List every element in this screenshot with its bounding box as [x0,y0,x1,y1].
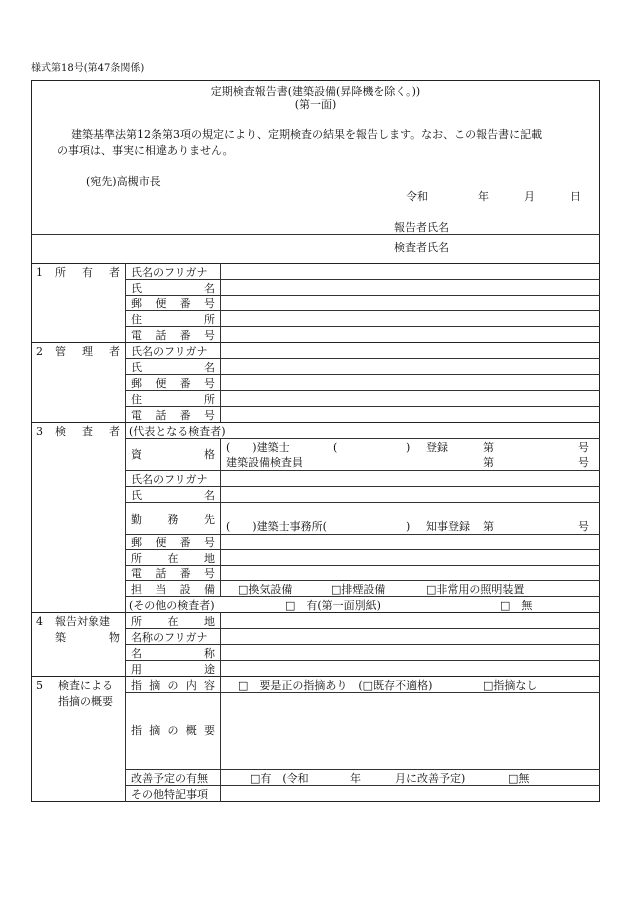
improvement-plan-yes-checkbox[interactable]: □有 (令和 [250,772,309,785]
inspector-kana-label: 氏名のフリガナ [131,473,208,486]
qual-no-2: 第 [483,456,494,469]
office-firm: ( )建築士事務所( [226,520,327,533]
date-era: 令和 [406,190,428,203]
findings-none-checkbox[interactable]: □指摘なし [483,679,538,692]
qualification-label: 資 格 [131,448,215,461]
divider [31,234,600,235]
inspector-name-label: 検査者氏名 [394,241,449,254]
representative-inspector-label: (代表となる検査者) [129,425,226,438]
equip-ventilation-checkbox[interactable]: □換気設備 [238,583,293,596]
equip-lighting-checkbox[interactable]: □非常用の照明装置 [426,583,525,596]
manager-section-number: 2 [36,345,43,358]
intro-line-1: 建築基準法第12条第3項の規定により、定期検査の結果を報告します。なお、この報告書に記載 [71,128,543,141]
building-use-label: 用 途 [131,663,215,676]
qual-equipment-inspector: 建築設備検査員 [226,456,303,469]
manager-postal-label: 郵 便 番 号 [131,377,215,390]
owner-name-label: 氏 名 [131,282,215,295]
qual-paren-close: ) [406,441,411,454]
inspector-section-number: 3 [36,425,43,438]
office-no: 第 [483,520,494,533]
manager-phone-label: 電 話 番 号 [131,409,215,422]
findings-needs-fix-checkbox[interactable]: □ 要是正の指摘あり (□既存不適格) [238,679,433,692]
office-register: 知事登録 [426,520,470,533]
date-month: 月 [524,190,535,203]
improvement-plan-label: 改善予定の有無 [131,772,208,785]
qual-go: 号 [578,441,589,454]
addressee: (宛先)高槻市長 [86,175,161,188]
inspector-section-title: 検 査 者 [55,425,120,438]
building-name-label: 名 称 [131,647,215,660]
owner-postal-label: 郵 便 番 号 [131,297,215,310]
equipment-label: 担 当 設 備 [131,583,215,596]
owner-kana-label: 氏名のフリガナ [131,266,208,279]
qual-paren-open: ( [333,441,338,454]
findings-section-title-2: 指摘の概要 [58,695,113,708]
other-inspectors-yes-checkbox[interactable]: □ 有(第一面別紙) [285,599,381,612]
findings-summary-label: 指 摘 の 概 要 [131,724,215,737]
inspector-location-label: 所 在 地 [131,552,215,565]
other-inspectors-label: (その他の検査者) [129,599,215,612]
date-year: 年 [478,190,489,203]
office-label: 勤 務 先 [131,513,215,526]
form-title: 定期検査報告書(建築設備(昇降機を除く。)) [210,85,421,98]
manager-address-label: 住 所 [131,393,215,406]
form-number: 様式第18号(第47条関係) [31,63,145,74]
owner-section-number: 1 [36,266,43,279]
building-section-title-2: 築 物 [55,631,120,644]
manager-kana-label: 氏名のフリガナ [131,345,208,358]
other-remarks-label: その他特記事項 [131,788,208,801]
qual-go-2: 号 [578,456,589,469]
inspector-name-row-label: 氏 名 [131,489,215,502]
qual-register: 登録 [426,441,448,454]
owner-section-title: 所 有 者 [55,266,120,279]
building-location-label: 所 在 地 [131,615,215,628]
building-section-number: 4 [36,615,43,628]
inspector-phone-label: 電 話 番 号 [131,567,215,580]
qual-architect: ( )建築士 [226,441,290,454]
improvement-plan-no-checkbox[interactable]: □無 [508,772,530,785]
office-go: 号 [578,520,589,533]
office-paren-close: ) [406,520,411,533]
building-section-title-1: 報告対象建 [55,615,110,628]
findings-content-label: 指 摘 の 内 容 [131,679,215,692]
building-kana-label: 名称のフリガナ [131,631,208,644]
findings-section-title-1: 検査による [58,679,113,692]
findings-summary-field[interactable] [222,694,598,768]
equip-smoke-checkbox[interactable]: □排煙設備 [331,583,386,596]
intro-line-2: の事項は、事実に相違ありません。 [57,144,234,157]
improvement-plan-month: 月に改善予定) [395,772,466,785]
improvement-plan-year: 年 [350,772,361,785]
other-inspectors-no-checkbox[interactable]: □ 無 [500,599,533,612]
findings-section-number: 5 [36,679,43,692]
qual-no: 第 [483,441,494,454]
inspector-postal-label: 郵 便 番 号 [131,536,215,549]
manager-section-title: 管 理 者 [55,345,120,358]
owner-phone-label: 電 話 番 号 [131,329,215,342]
owner-address-label: 住 所 [131,313,215,326]
reporter-name-label: 報告者氏名 [394,221,449,234]
date-day: 日 [570,190,581,203]
form-subtitle: (第一面) [294,98,337,111]
manager-name-label: 氏 名 [131,361,215,374]
